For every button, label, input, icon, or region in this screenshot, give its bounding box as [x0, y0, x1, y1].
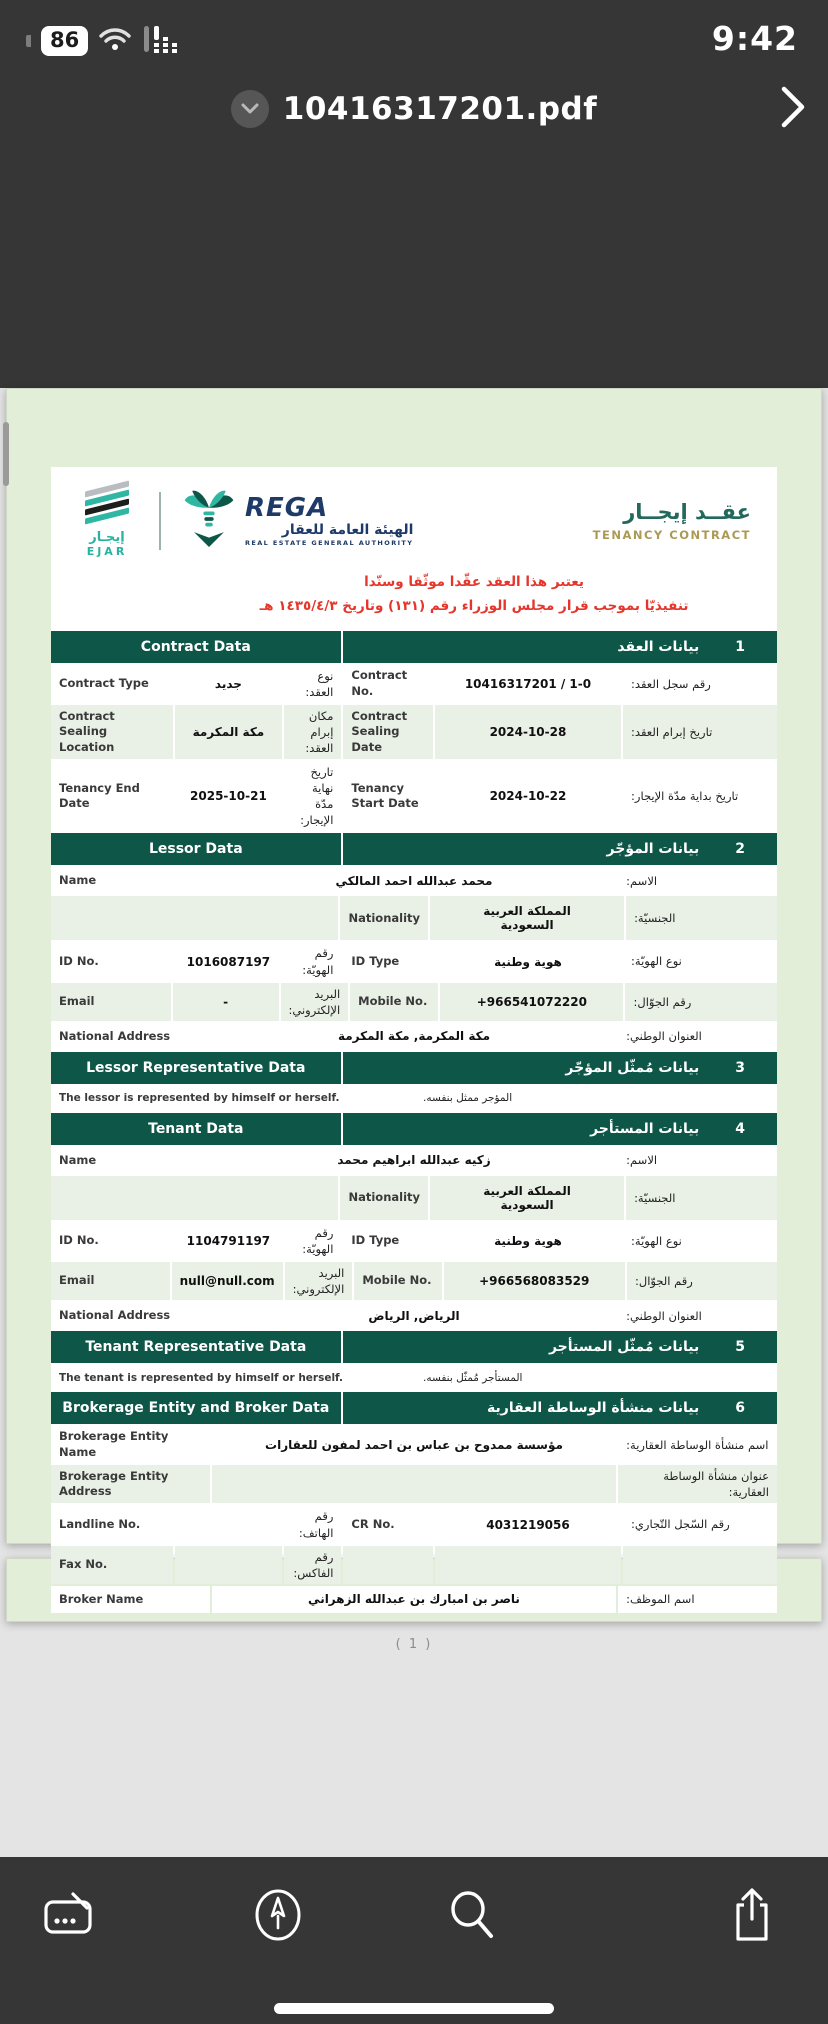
field-value: 2025-10-21: [175, 761, 282, 831]
field-value: 2024-10-22: [435, 761, 621, 831]
contract-table: [51, 631, 777, 1619]
field-value: ناصر بن امبارك بن عبدالله الزهراني: [212, 1586, 616, 1613]
field-value: 10416317201 / 1-0: [435, 665, 621, 703]
field-label-en: Brokerage Entity Name: [51, 1426, 210, 1463]
field-label-en: Contract Type: [51, 665, 173, 703]
table-row: [51, 1302, 777, 1329]
field-label-ar: نوع الهويّة:: [623, 1222, 777, 1260]
field-label-ar: تاريخ نهاية مدّة الإيجار:: [284, 761, 341, 831]
markup-icon: [43, 1892, 97, 1942]
field-value: المملكة العربية السعودية: [430, 896, 624, 940]
rega-english-name: REAL ESTATE GENERAL AUTHORITY: [245, 538, 414, 547]
field-label-en: ID Type: [343, 1222, 433, 1260]
field-label-en: Email: [51, 1262, 170, 1300]
field-label-ar: البريد الإلكتروني:: [281, 983, 349, 1021]
legal-notice-line1: يعتبر هذا العقد عقّدا موثّقا وسنّدا: [364, 574, 584, 590]
section-title-ar: بيانات منشأة الوساطة العقارية: [487, 1400, 700, 1417]
table-row: [51, 1586, 777, 1613]
field-label-en: CR No.: [343, 1505, 433, 1543]
field-value: الرياض, الرياض: [212, 1302, 616, 1329]
field-label-ar: رقم الهويّة:: [284, 942, 341, 980]
field-label-en: Landline No.: [51, 1505, 173, 1543]
table-row: [51, 665, 777, 703]
field-label-en: Mobile No.: [354, 1262, 441, 1300]
field-label-ar: رقم الجوّال:: [627, 1262, 777, 1300]
section-title-en: Tenant Data: [51, 1113, 341, 1145]
table-row: [51, 1086, 777, 1111]
field-label-ar: نوع العقد:: [284, 665, 341, 703]
pen-tool-button[interactable]: [246, 1885, 310, 1949]
field-label-en: ID No.: [51, 942, 173, 980]
search-icon: [447, 1889, 497, 1945]
field-label-ar: العنوان الوطني:: [618, 1023, 777, 1050]
field-label-en: Contract Sealing Location: [51, 705, 173, 759]
field-value: +966541072220: [440, 983, 623, 1021]
chevron-down-icon[interactable]: [231, 90, 269, 128]
ejar-stripes-icon: [85, 478, 129, 528]
clock: 9:42: [711, 19, 798, 58]
section-title-ar: بيانات العقد: [617, 638, 700, 655]
field-label-ar: رقم الهاتف:: [284, 1505, 341, 1543]
field-label-en: Contract Sealing Date: [343, 705, 433, 759]
field-label-en: Email: [51, 983, 171, 1021]
representative-note-ar: المؤجر ممثل بنفسه.: [415, 1086, 777, 1111]
field-value: 4031219056: [435, 1505, 621, 1543]
field-value: جديد: [175, 665, 282, 703]
field-label-ar: العنوان الوطني:: [618, 1302, 777, 1329]
table-row: [51, 1426, 777, 1463]
field-label-ar: نوع الهويّة:: [623, 942, 777, 980]
field-value: [175, 1546, 282, 1584]
field-label-en: Broker Name: [51, 1586, 210, 1613]
section-title-ar: بيانات المستأجر: [590, 1120, 700, 1137]
field-value: [212, 1465, 616, 1503]
section-title-en: Contract Data: [51, 631, 341, 663]
table-row: [51, 1505, 777, 1543]
table-row: [51, 1222, 777, 1260]
field-label-ar: الاسم:: [618, 867, 777, 894]
section-number: 5: [735, 1339, 745, 1356]
table-row: [51, 1176, 777, 1220]
field-value: مؤسسة ممدوح بن عباس بن احمد لمفون للعقارات: [212, 1426, 616, 1463]
section-number: 4: [735, 1120, 745, 1137]
field-value: null@null.com: [172, 1262, 283, 1300]
wifi-icon: [98, 26, 132, 56]
contract-title-english: TENANCY CONTRACT: [592, 527, 751, 542]
table-row: [51, 761, 777, 831]
field-label-en: National Address: [51, 1023, 210, 1050]
ejar-logo: [71, 483, 143, 558]
home-indicator[interactable]: [274, 2003, 554, 2014]
field-label-en: Nationality: [340, 896, 428, 940]
title-bar: [0, 62, 828, 156]
field-label-ar: رقم الهويّة:: [284, 1222, 341, 1260]
field-value: 2024-10-28: [435, 705, 621, 759]
ejar-logo-arabic: إيجـار: [89, 530, 125, 545]
section-number: 3: [735, 1059, 745, 1076]
field-value: +966568083529: [444, 1262, 625, 1300]
section-title-en: Lessor Data: [51, 833, 341, 865]
field-label-ar: تاريخ بداية مدّة الإيجار:: [623, 761, 777, 831]
field-label-ar: رقم الفاكس:: [284, 1546, 341, 1584]
field-label-ar: مكان إبرام العقد:: [284, 705, 341, 759]
field-value: -: [173, 983, 279, 1021]
rega-logo: [181, 489, 413, 553]
contract-document: [51, 467, 777, 1619]
field-label-en: ID Type: [343, 942, 433, 980]
pen-circle-icon: [253, 1888, 303, 1946]
field-label-en: [343, 1546, 433, 1584]
section-title-en: Lessor Representative Data: [51, 1052, 341, 1084]
field-label-en: Tenancy End Date: [51, 761, 173, 831]
pdf-viewer: [0, 388, 828, 1857]
document-title-menu[interactable]: [231, 90, 597, 128]
table-row: [51, 1262, 777, 1300]
forward-chevron-icon[interactable]: [780, 85, 806, 133]
field-label-ar: رقم السّجل التّجاري:: [623, 1505, 777, 1543]
field-label-ar: اسم الموظف:: [618, 1586, 777, 1613]
field-label-en: Nationality: [340, 1176, 428, 1220]
contract-title: [593, 500, 757, 542]
field-value: المملكة العربية السعودية: [430, 1176, 624, 1220]
field-label-en: National Address: [51, 1302, 210, 1329]
field-value: 1016087197: [175, 942, 282, 980]
table-row: [51, 942, 777, 980]
status-bar: [0, 0, 828, 62]
logo-divider: [159, 492, 161, 550]
table-row: [51, 1023, 777, 1050]
empty-cell: [51, 1176, 338, 1220]
field-label-ar: رقم الجوّال:: [625, 983, 777, 1021]
section-header: [51, 1331, 777, 1363]
section-number: 6: [735, 1400, 745, 1417]
field-value: مكة المكرمة: [175, 705, 282, 759]
battery-cap: [26, 35, 31, 47]
rega-wordmark: REGA: [245, 492, 329, 523]
section-header: [51, 833, 777, 865]
document-header: [51, 467, 777, 564]
field-label-en: Mobile No.: [350, 983, 438, 1021]
table-row: [51, 1365, 777, 1390]
markup-button[interactable]: [38, 1885, 102, 1949]
field-value: هوية وطنية: [435, 942, 621, 980]
field-label-ar: تاريخ إبرام العقد:: [623, 705, 777, 759]
share-button[interactable]: [720, 1885, 784, 1949]
field-label-ar: البريد الإلكتروني:: [285, 1262, 353, 1300]
pdf-page-1: [6, 388, 822, 1652]
field-label-en: Name: [51, 1147, 210, 1174]
table-row: [51, 983, 777, 1021]
table-row: [51, 1147, 777, 1174]
section-title-ar: بيانات مُمثّل المستأجر: [548, 1339, 700, 1356]
section-header: [51, 631, 777, 663]
contract-title-arabic: عقــد إيجــار: [623, 499, 751, 524]
section-title-en: Tenant Representative Data: [51, 1331, 341, 1363]
field-label-ar: الجنسيّة:: [626, 1176, 777, 1220]
rega-palm-icon: [181, 489, 237, 553]
field-label-ar: عنوان منشأة الوساطة العقارية:: [618, 1465, 777, 1503]
field-label-en: ID No.: [51, 1222, 173, 1260]
filename-label: 10416317201.pdf: [282, 91, 598, 127]
field-value: هوية وطنية: [435, 1222, 621, 1260]
table-row: [51, 705, 777, 759]
table-row: [51, 1546, 777, 1584]
field-value: محمد عبدالله احمد المالكي: [212, 867, 616, 894]
page-number: ( 1 ): [395, 1636, 433, 1652]
bottom-toolbar: [0, 1857, 828, 2024]
table-row: [51, 867, 777, 894]
field-label-en: Name: [51, 867, 210, 894]
section-number: 2: [735, 841, 745, 858]
representative-note-en: The tenant is represented by himself or herself.: [51, 1365, 413, 1390]
legal-notice-line2: تنفيذيّا بموجب قرار مجلس الوزراء رقم (١٣١) وتاريخ ١٤٣٥/٤/٣ هـ: [259, 598, 689, 615]
cellular-signal-icon: [142, 24, 182, 58]
share-icon: [730, 1887, 774, 1947]
section-number: 1: [735, 638, 745, 655]
section-header: [51, 1113, 777, 1145]
ejar-logo-english: EJAR: [86, 545, 128, 558]
field-label-en: Contract No.: [343, 665, 433, 703]
section-header: [51, 1052, 777, 1084]
field-value: [435, 1546, 621, 1584]
field-label-en: Tenancy Start Date: [343, 761, 433, 831]
battery-badge: 86: [41, 26, 88, 55]
representative-note-en: The lessor is represented by himself or herself.: [51, 1086, 413, 1111]
search-button[interactable]: [440, 1885, 504, 1949]
legal-notice: [51, 564, 777, 631]
field-value: [175, 1505, 282, 1543]
field-label-ar: اسم منشأة الوساطة العقارية:: [618, 1426, 777, 1463]
field-label-en: Fax No.: [51, 1546, 173, 1584]
representative-note-ar: المستأجر مُمثّل بنفسه.: [415, 1365, 777, 1390]
field-label-ar: الاسم:: [618, 1147, 777, 1174]
scroll-indicator[interactable]: [3, 422, 9, 486]
section-title-ar: بيانات مُمثّل المؤجّر: [565, 1059, 700, 1076]
section-title-en: Brokerage Entity and Broker Data: [51, 1392, 341, 1424]
field-value: زكيه عبدالله ابراهيم محمد: [212, 1147, 616, 1174]
section-title-ar: بيانات المؤجّر: [606, 841, 700, 858]
field-label-ar: [623, 1546, 777, 1584]
field-label-en: Brokerage Entity Address: [51, 1465, 210, 1503]
table-row: [51, 1465, 777, 1503]
table-row: [51, 896, 777, 940]
empty-cell: [51, 896, 338, 940]
field-value: مكة المكرمة, مكة المكرمة: [212, 1023, 616, 1050]
field-value: 1104791197: [175, 1222, 282, 1260]
rega-arabic-name: الهيئة العامة للعقار: [281, 521, 414, 538]
field-label-ar: رقم سجل العقد:: [623, 665, 777, 703]
field-label-ar: الجنسيّة:: [626, 896, 777, 940]
section-header: [51, 1392, 777, 1424]
